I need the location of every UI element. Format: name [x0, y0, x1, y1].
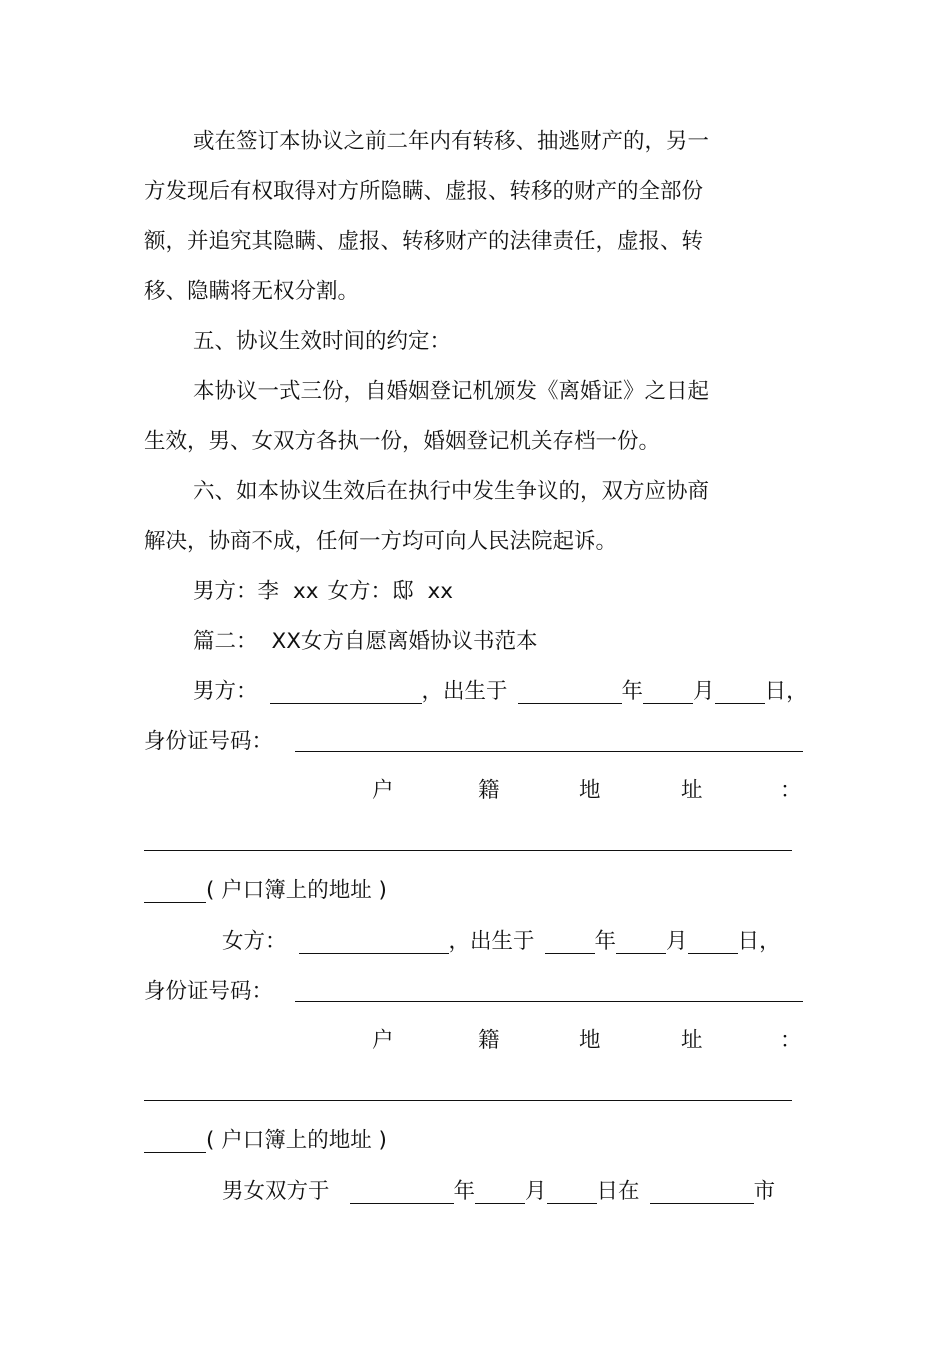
para1-line2: 方发现后有权取得对方所隐瞒、虚报、转移的财产的全部份: [144, 179, 704, 204]
male-addr-char-5: ：: [780, 778, 802, 803]
male-address-note-line: [144, 876, 387, 906]
female-addr-char-2: 籍: [478, 1028, 500, 1053]
female-signature-x: xx: [427, 579, 453, 604]
section6-line1: 六、如本协议生效后在执行中发生争议的，双方应协商: [193, 479, 710, 504]
female-id-label: 身份证号码：: [144, 979, 274, 1004]
female-address-note: ( 户口簿上的地址 ): [206, 1128, 387, 1153]
male-signature-name: 李: [257, 579, 280, 604]
female-birth-day-blank[interactable]: [688, 931, 738, 954]
female-name-blank[interactable]: [299, 931, 449, 954]
male-address-blank[interactable]: [144, 850, 792, 851]
male-addr-char-3: 地: [579, 778, 601, 803]
female-birth-month-blank[interactable]: [616, 931, 666, 954]
female-address-note-line: [144, 1126, 387, 1156]
male-name-blank[interactable]: [270, 681, 422, 704]
section5-line1: 本协议一式三份，自婚姻登记机颁发《离婚证》之日起: [193, 379, 710, 404]
female-info-line: [222, 927, 781, 957]
male-birth-day-blank[interactable]: [715, 681, 765, 704]
male-born-label: ，出生于: [421, 679, 508, 704]
female-day-label: 日，: [737, 929, 781, 954]
female-label: 女方：: [222, 929, 287, 954]
male-birth-month-blank[interactable]: [643, 681, 693, 704]
female-year-label: 年: [594, 929, 617, 954]
signature-line: [193, 577, 453, 607]
male-address-note-blank[interactable]: [144, 880, 206, 903]
part2-title-line: [193, 627, 537, 657]
marriage-year-label: 年: [453, 1179, 476, 1204]
female-signature-label: 女方：: [327, 579, 392, 604]
male-addr-char-1: 户: [372, 778, 394, 803]
marriage-month-blank[interactable]: [475, 1181, 525, 1204]
female-birth-year-blank[interactable]: [545, 931, 595, 954]
male-addr-char-2: 籍: [478, 778, 500, 803]
marriage-day-at-label: 日在: [596, 1179, 640, 1204]
male-addr-char-4: 址: [681, 778, 703, 803]
female-month-label: 月: [666, 929, 688, 954]
male-birth-year-blank[interactable]: [518, 681, 622, 704]
male-month-label: 月: [693, 679, 715, 704]
female-born-label: ，出生于: [448, 929, 535, 954]
female-addr-char-4: 址: [681, 1028, 703, 1053]
female-signature-name: 邸: [392, 579, 414, 604]
female-id-blank[interactable]: [295, 1001, 803, 1002]
part2-label: 篇二：: [193, 629, 258, 654]
male-id-label: 身份证号码：: [144, 729, 274, 754]
male-signature-label: 男方：: [193, 579, 258, 604]
section6-line2: 解决，协商不成，任何一方均可向人民法院起诉。: [144, 529, 618, 554]
marriage-day-blank[interactable]: [547, 1181, 597, 1204]
male-address-note: ( 户口簿上的地址 ): [206, 878, 387, 903]
marriage-year-blank[interactable]: [350, 1181, 454, 1204]
section5-heading: 五、协议生效时间的约定：: [193, 329, 452, 354]
para1-line1: 或在签订本协议之前二年内有转移、抽逃财产的，另一: [193, 129, 710, 154]
female-address-blank[interactable]: [144, 1100, 792, 1101]
male-info-line: [193, 677, 808, 707]
part2-title: XX女方自愿离婚协议书范本: [271, 629, 538, 654]
marriage-month-label: 月: [525, 1179, 547, 1204]
marriage-city-label: 市: [753, 1179, 776, 1204]
marriage-label: 男女双方于: [222, 1179, 330, 1204]
section5-line2: 生效，男、女双方各执一份，婚姻登记机关存档一份。: [144, 429, 661, 454]
male-id-blank[interactable]: [295, 751, 803, 752]
female-address-note-blank[interactable]: [144, 1130, 206, 1153]
para1-line3: 额，并追究其隐瞒、虚报、转移财产的法律责任，虚报、转: [144, 229, 704, 254]
male-year-label: 年: [621, 679, 644, 704]
marriage-city-blank[interactable]: [650, 1181, 754, 1204]
male-signature-x: xx: [293, 579, 319, 604]
female-addr-char-5: ：: [780, 1028, 802, 1053]
para1-line4: 移、隐瞒将无权分割。: [144, 279, 360, 304]
female-addr-char-1: 户: [372, 1028, 394, 1053]
female-addr-char-3: 地: [579, 1028, 601, 1053]
marriage-line: [222, 1177, 775, 1207]
male-day-label: 日，: [764, 679, 808, 704]
male-label: 男方：: [193, 679, 258, 704]
